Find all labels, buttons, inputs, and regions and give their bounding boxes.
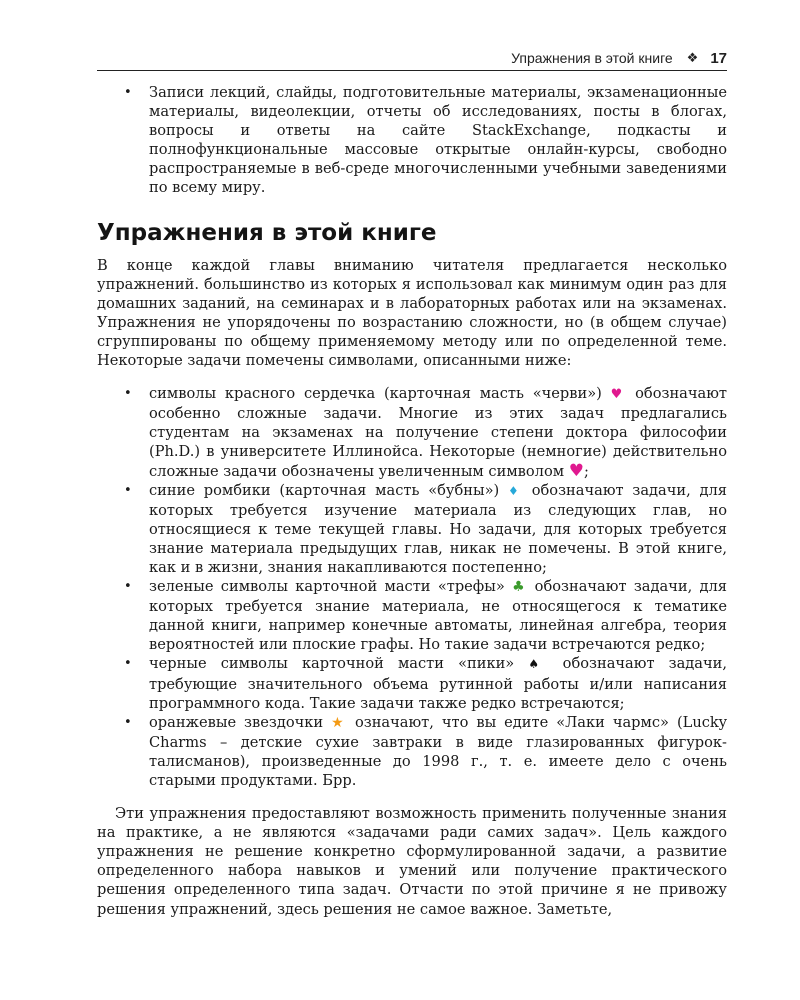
list-item-spade — [97, 654, 727, 712]
item-text-tail: ; — [583, 462, 589, 480]
heart-icon: ♥ — [610, 387, 627, 403]
list-item-club — [97, 577, 727, 654]
running-header — [97, 46, 727, 71]
item-text-before: зеленые символы карточной масти «трефы» — [149, 578, 513, 596]
list-item-heart — [97, 384, 727, 480]
star-icon: ★ — [331, 714, 347, 731]
page-number: 17 — [710, 49, 727, 67]
large-heart-icon: ♥ — [568, 460, 584, 481]
item-text-after: обозначают особенно сложные задачи. Многие из этих задач предлагались студентам на экзаменах на получение степени доктора философии (Ph.D.) в университете Иллинойса. Некоторые (немногие) действительно сложные задачи обозначены увеличенным символом — [149, 385, 728, 480]
running-title: Упражнения в этой книге — [511, 50, 673, 66]
page-content — [97, 83, 727, 919]
ornament-icon: ❖ — [686, 50, 699, 65]
item-text-after: обозначают задачи, для которых требуется изучение материала из следующих глав, но относящиеся к теме текущей главы. Но задачи, для которых требуется знание материала предыдущих глав, никак не помечены. В этой книге, как и в жизни, знания накапливаются постепенно; — [149, 481, 727, 576]
item-text-after: означают, что вы едите «Лаки чармс» (Lucky Charms – детские сухие завтраки в виде глазированных фигурок-талисманов), произведенные до 1998 г., т. е. имеете дело с очень старыми продуктами. Брр. — [149, 713, 727, 789]
section-paragraph: В конце каждой главы вниманию читателя предлагается несколько упражнений. большинство из которых я использовал как минимум один раз для домашних заданий, на семинарах и в лабораторных работах или на экзаменах. Упражнения не упорядочены по возрастанию сложности, но (в общем случае) сгруппированы по общему применяемому методу или по определенной теме. Некоторые задачи помечены символами, описанными ниже: — [97, 256, 727, 370]
item-text-before: символы красного сердечка (карточная масть «черви») — [149, 385, 611, 403]
item-text-after: обозначают задачи, для которых требуется знание материала, не относящегося к тематике данной книги, например конечные автоматы, линейная алгебра, теория вероятностей или плоские графы. Но такие задачи встречаются редко; — [149, 578, 727, 654]
section-heading: Упражнения в этой книге — [97, 219, 437, 246]
item-text-after: обозначают задачи, требующие значительного объема рутинной работы и/или написания программного кода. Такие задачи также редко встречаются; — [149, 655, 727, 712]
item-text-before: черные символы карточной масти «пики» — [149, 655, 529, 673]
item-text-before: синие ромбики (карточная масть «бубны») — [149, 481, 509, 499]
club-icon: ♣ — [512, 579, 528, 596]
list-item-star — [97, 713, 727, 790]
diamond-icon: ♦ — [508, 483, 523, 498]
book-page — [97, 0, 727, 1000]
spade-icon: ♠ — [528, 657, 549, 672]
item-text-before: оранжевые звездочки — [149, 713, 332, 731]
intro-list — [97, 83, 727, 198]
list-item — [97, 83, 727, 198]
list-item-diamond — [97, 481, 727, 577]
intro-bullet-text: Записи лекций, слайды, подготовительные материалы, экзаменационные материалы, видеолекции, отчеты об исследованиях, посты в блогах, вопросы и ответы на сайте StackExchange, подкасты и полнофункциональные массовые открытые онлайн-курсы, свободно распространяемые в веб-среде многочисленными учебными заведениями по всему миру. — [149, 84, 727, 197]
closing-paragraph: Эти упражнения предоставляют возможность применить полученные знания на практике, а не являются «задачами ради самих задач». Цель каждого упражнения не решение конкретно сформулированной задачи, а развитие определенного набора навыков и умений или получение практического решения определенного типа задач. Отчасти по этой причине я не привожу решения упражнений, здесь решения не самое важное. Заметьте, — [97, 805, 727, 918]
symbol-legend-list — [97, 384, 727, 790]
